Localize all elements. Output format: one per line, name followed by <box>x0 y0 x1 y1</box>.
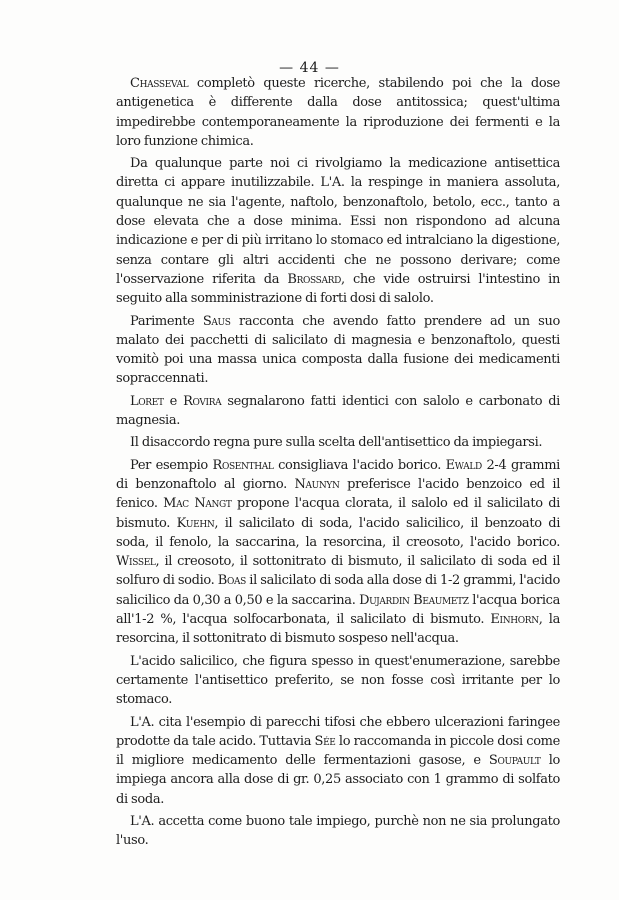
paragraph <box>116 433 560 452</box>
author-name: Boas <box>217 573 246 589</box>
text-run: propone l'acqua clorata, il salolo ed il salicilato di bismuto. <box>116 496 560 531</box>
text-run: 2-4 grammi di benzonaftolo al giorno. <box>116 457 560 492</box>
author-name: Sée <box>314 733 336 749</box>
text-run: Da qualunque parte noi ci rivolgiamo la medicazione antisettica diretta ci appare inutilizzabile. L'A. la respinge in maniera assoluta, qualunque ne sia l'agente, naftolo, benzonaftolo, betolo, ecc., tanto a dose elevata che a dose minima. Essi non rispondono ad alcuna indicazione e per di più irritano lo stomaco ed intralciano la digestione, senza contare gli altri accidenti che ne possono derivare; come l'osservazione riferita da <box>116 156 560 287</box>
text-run: , la resorcina, il sottonitrato di bismuto sospeso nell'acqua. <box>116 612 560 647</box>
text-run: lo impiega ancora alla dose di gr. 0,25 associato con 1 grammo di solfato di soda. <box>116 753 560 807</box>
paragraph <box>116 456 560 649</box>
author-name: Chasseval <box>130 76 189 91</box>
author-name: Wissel <box>116 554 156 570</box>
author-name: Rovira <box>183 393 222 409</box>
text-run: segnalarono fatti identici con salolo e carbonato di magnesia. <box>116 393 560 429</box>
text-run: e <box>163 393 184 409</box>
author-name: Dujardin Beaumetz <box>359 592 469 608</box>
paragraph <box>116 392 560 431</box>
text-run: racconta che avendo fatto prendere ad un suo malato dei pacchetti di salicilato di magnesia e benzonaftolo, questi vomitò poi una massa unica composta dalla fusione dei medicamenti sopraccennati. <box>116 313 561 387</box>
author-name: Einhorn <box>490 612 539 628</box>
paragraph <box>116 312 560 389</box>
text-run: L'A. cita l'esempio di parecchi tifosi che ebbero ulcerazioni faringee prodotte da tale acido. Tuttavia <box>116 714 560 749</box>
author-name: Rosenthal <box>212 457 274 473</box>
page-number: — 44 — <box>279 60 340 76</box>
author-name: Kuehn <box>176 515 215 531</box>
text-run: l'acqua borica all'1-2 %, l'acqua solfocarbonata, il salicilato di bismuto. <box>116 592 561 628</box>
body-text <box>116 74 560 854</box>
text-run: L'A. accetta come buono tale impiego, purchè non ne sia prolungato l'uso. <box>116 813 560 849</box>
author-name: Soupault <box>488 753 541 769</box>
author-name: Loret <box>130 393 164 409</box>
author-name: Naunyn <box>294 476 340 492</box>
text-run: lo raccomanda in piccole dosi come il migliore medicamento delle fermentazioni gasose, e <box>116 733 560 769</box>
paragraph <box>116 812 560 851</box>
text-run: Parimente <box>130 313 203 329</box>
text-run: Il disaccordo regna pure sulla scelta dell'antisettico da impiegarsi. <box>130 435 543 451</box>
paragraph <box>116 652 560 710</box>
text-run: il salicilato di soda alla dose di 1-2 grammi, l'acido salicilico da 0,30 a 0,50 e la saccarina. <box>116 573 560 608</box>
text-run: Per esempio <box>130 457 213 473</box>
text-run: , il creosoto, il sottonitrato di bismuto, il salicilato di soda ed il solfuro di sodio. <box>116 554 560 589</box>
author-name: Ewald <box>445 457 482 473</box>
paragraph <box>116 74 560 151</box>
text-run: L'acido salicilico, che figura spesso in quest'enumerazione, sarebbe certamente l'antisettico preferito, se non fosse così irritante per lo stomaco. <box>116 653 560 708</box>
text-run: completò queste ricerche, stabilendo poi che la dose antigenetica è differente dalla dose antitossica; quest'ultima impedirebbe contemporaneamente la riproduzione dei fermenti e la loro funzione chimica. <box>116 76 560 149</box>
text-run: , il salicilato di soda, l'acido salicilico, il benzoato di soda, il fenolo, la saccarina, la resorcina, il creosoto, l'acido borico. <box>116 515 561 550</box>
text-run: , che vide ostruirsi l'intestino in seguito alla somministrazione di forti dosi di salolo. <box>116 271 560 307</box>
text-run: preferisce l'acido benzoico ed il fenico. <box>116 476 561 512</box>
text-run: consigliava l'acido borico. <box>273 457 446 473</box>
author-name: Brossard <box>287 271 341 287</box>
author-name: Mac Nangt <box>163 496 232 512</box>
paragraph <box>116 713 560 809</box>
paragraph <box>116 154 560 308</box>
author-name: Saus <box>202 313 231 329</box>
